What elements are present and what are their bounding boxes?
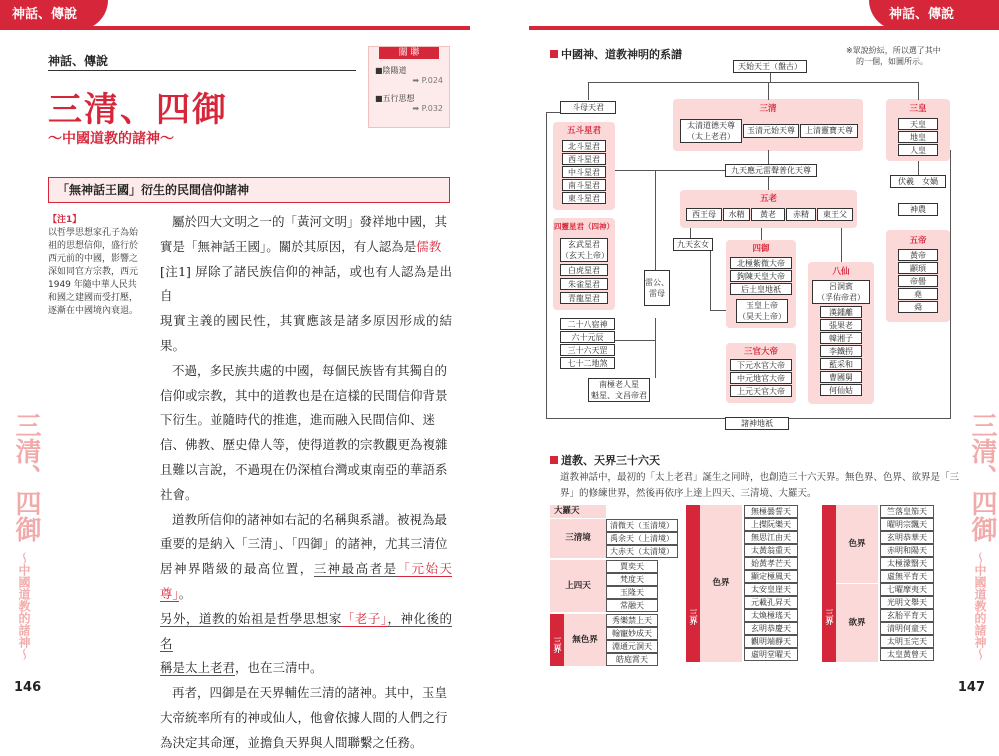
node-baxian: 藍采和: [820, 358, 862, 370]
node-siyu: 鉤陳天皇大帝: [730, 270, 792, 282]
node-wulao: 黃老: [751, 208, 785, 221]
header-label-left: 神話、傳說: [0, 0, 108, 30]
footnote-line: 和國之建國而受打壓，: [48, 293, 139, 303]
node-jiutianxuannv: 九天玄女: [673, 238, 713, 251]
text-line: 重要的是納入「三清」、「四御」的諸神，尤其三清位: [160, 536, 448, 552]
body-text: [160, 210, 452, 756]
square-icon: [550, 50, 558, 58]
chart1-title: 中國神、道教神明的系譜: [550, 46, 682, 62]
text-line: 信、佛教、歷史偉人等，使得道教的宗教觀更為複雜: [160, 437, 448, 453]
group-label: 八仙: [832, 267, 850, 277]
node-sanguan: 中元地官大帝: [730, 372, 792, 384]
text-line: 社會。: [160, 486, 198, 502]
node-wudi: 顓頊: [898, 262, 938, 274]
related-item-label: ■陰陽道: [375, 66, 407, 75]
highlight-text: 儒教: [416, 238, 442, 254]
node-baxian: 李鐵拐: [820, 345, 862, 357]
page-number-left: 146: [14, 680, 42, 695]
group-label: 五老: [759, 194, 777, 204]
node-wulao: 赤精: [786, 208, 816, 221]
chart2-text: 道教神話中，最初的「太上老君」誕生之同時，也創造三十六天界。無色界、色界、欲界是「三 界」的修練世界，然後再依序上達上四天、三清境、大羅天。: [560, 472, 960, 499]
text-line: 另外，道教的始祖是哲學思想家「老子」，神化後的名: [160, 610, 452, 651]
node-jiutian: 九天應元雷聲普化天尊: [725, 164, 817, 177]
node-wuxing: 北斗星君: [562, 140, 606, 152]
node-star: 三十六天罡: [560, 344, 615, 356]
node-wulao: 東王父: [817, 208, 853, 221]
text-line: 再者，四御是在天界輔佐三清的諸神。其中，玉皇: [172, 685, 448, 701]
node-leigong: 雷公、 雷母: [644, 270, 670, 306]
node-sanguan: 下元水官大帝: [730, 359, 792, 371]
node-star: 六十元辰: [560, 331, 615, 343]
square-icon: [550, 456, 558, 464]
footnote-line: 以哲學思想家孔子為始: [48, 228, 139, 238]
chart2-title: 道教、天界三十六天: [550, 452, 660, 468]
node-wuxing: 中斗星君: [562, 166, 606, 178]
text-line: 為決定其命運，並擔負天界與人間聯繫之任務。: [160, 734, 423, 750]
related-item-label: ■五行思想: [375, 94, 415, 103]
node-wulao: 西王母: [686, 208, 722, 221]
node-sixing: 青龍星君: [560, 292, 608, 304]
node-baxian: 漢鍾離: [820, 306, 862, 318]
footnote-line: 深如同官方宗教，西元: [48, 267, 139, 277]
node-zhushen: 諸神地祇: [725, 417, 789, 430]
node-baxian: 何仙姑: [820, 384, 862, 396]
text-line: 且難以言說，不過現在仍深植台灣或東南亞的華語系: [160, 461, 448, 477]
group-label: 四御: [752, 244, 770, 254]
node-sanhuang: 人皇: [898, 144, 938, 156]
highlight-text: 「元始天尊」: [160, 561, 452, 601]
node-sanhuang: 天皇: [898, 118, 938, 130]
node-baxian: 呂洞賓 （孚佑帝君）: [812, 280, 870, 304]
node-wudi: 帝嚳: [898, 275, 938, 287]
node-sixing: 玄武星君 （玄天上帝）: [561, 240, 609, 260]
node-root: 天始天王（盤古）: [733, 60, 807, 73]
node-sixing: 白虎星君: [560, 264, 608, 276]
section-rule: [48, 70, 356, 71]
highlight-text: 「老子」: [341, 610, 388, 626]
page-title: 三清、四御: [48, 90, 228, 130]
vertical-title-left: 三清、四御: [11, 412, 41, 542]
footnote-line: 西元前的中國，影響之: [48, 254, 139, 264]
node-sixing: 朱雀星君: [560, 278, 608, 290]
node-wulao: 水精: [723, 208, 750, 221]
group-label: 三清: [759, 104, 777, 114]
node-baxian: 韓湘子: [820, 332, 862, 344]
footnote-line: 逐漸在中國境內衰退。: [48, 306, 139, 316]
text-line: 屬於四大文明之一的「黃河文明」發祥地中國，其: [172, 214, 448, 229]
footnote-line: 祖的思想信仰，盛行於: [48, 241, 139, 251]
group-label: 三皇: [909, 104, 927, 114]
node-sanhuang: 地皇: [898, 131, 938, 143]
section-heading: 「無神話王國」衍生的民間信仰諸神: [48, 177, 450, 203]
text-line: 大帝統率所有的神或仙人，他會依據人間的人們之行: [160, 709, 448, 725]
group-label: 三官大帝: [743, 347, 778, 357]
node-siyu: 北極紫微大帝: [730, 257, 792, 269]
text-line: 下衍生。並隨時代的推進，進而融入民間信仰、迷: [160, 412, 436, 428]
node-fuxi: 伏羲 女媧: [890, 175, 946, 188]
page-subtitle: ～中國道教的諸神～: [48, 131, 174, 147]
header-label-right: 神話、傳說: [869, 0, 999, 30]
page-number-right: 147: [957, 680, 985, 695]
chart1-note: ※眾說紛紜，所以選了其中 的一個，如圖所示。: [846, 46, 941, 66]
node-wudi: 堯: [898, 288, 938, 300]
node-sanqing: 太清道德天尊 （太上老君）: [680, 119, 742, 143]
related-item-page[interactable]: ➡ P.024: [412, 76, 443, 85]
node-nanji: 南極老人星 魁星、文昌帝君: [588, 378, 650, 402]
node-wudi: 黃帝: [898, 249, 938, 261]
vertical-title-right: 三清、四御: [967, 412, 997, 542]
related-head: 關 聯: [379, 47, 439, 59]
group-label: 五斗星君: [566, 126, 601, 136]
footnote-line: 1949 年隨中華人民共: [48, 280, 137, 290]
text-line: 信仰或宗教，其中的道教也是在這樣的民間信仰背景: [160, 387, 448, 403]
text-line: 不過，多民族共處的中國，每個民族皆有其獨自的: [172, 362, 448, 378]
node-sanqing: 玉清元始天尊: [743, 124, 799, 138]
footnote: [48, 214, 148, 318]
node-wuxing: 東斗星君: [562, 192, 606, 204]
text-line: [注1] 屏除了諸民族信仰的神話，或也有人認為是出自: [160, 263, 452, 304]
text-line: 實是「無神話王國」。關於其原因，有人認為是儒教: [160, 238, 442, 254]
footnote-title: 【注1】: [48, 215, 82, 225]
text-line: 稱是太上老君，也在三清中。: [160, 660, 323, 676]
node-siyu: 玉皇上帝 （昊天上帝）: [738, 301, 786, 321]
node-wuxing: 西斗星君: [562, 153, 606, 165]
node-sanguan: 上元天官大帝: [730, 385, 792, 397]
text-line: 居神界階級的最高位置，三神最高者是「元始天尊」。: [160, 561, 452, 601]
node-star: 二十八宿神: [560, 318, 615, 330]
node-baxian: 曹國舅: [820, 371, 862, 383]
group-label: 五帝: [909, 236, 927, 246]
section-label: 神話、傳說: [48, 54, 109, 68]
node-siyu: 后土皇地祇: [730, 283, 792, 295]
node-doumu: 斗母天君: [560, 101, 616, 114]
node-baxian: 張果老: [820, 319, 862, 331]
node-sanqing: 上清靈寶天尊: [800, 124, 858, 138]
related-item-page[interactable]: ➡ P.032: [412, 104, 443, 113]
text-line: 現實主義的國民性，其實應該是諸多原因形成的結果。: [160, 313, 452, 353]
text-line: 道教所信仰的諸神如右記的名稱與系譜。被視為最: [172, 511, 448, 527]
node-wuxing: 南斗星君: [562, 179, 606, 191]
vertical-subtitle-right: ～中國道教的諸神～: [973, 552, 987, 660]
node-shennong: 神農: [898, 203, 938, 216]
node-star: 七十二地煞: [560, 357, 615, 369]
vertical-subtitle-left: ～中國道教的諸神～: [17, 552, 31, 660]
group-label: 四靈星君（四神）: [554, 222, 614, 231]
node-wudi: 舜: [898, 301, 938, 313]
related-box: [368, 46, 450, 128]
